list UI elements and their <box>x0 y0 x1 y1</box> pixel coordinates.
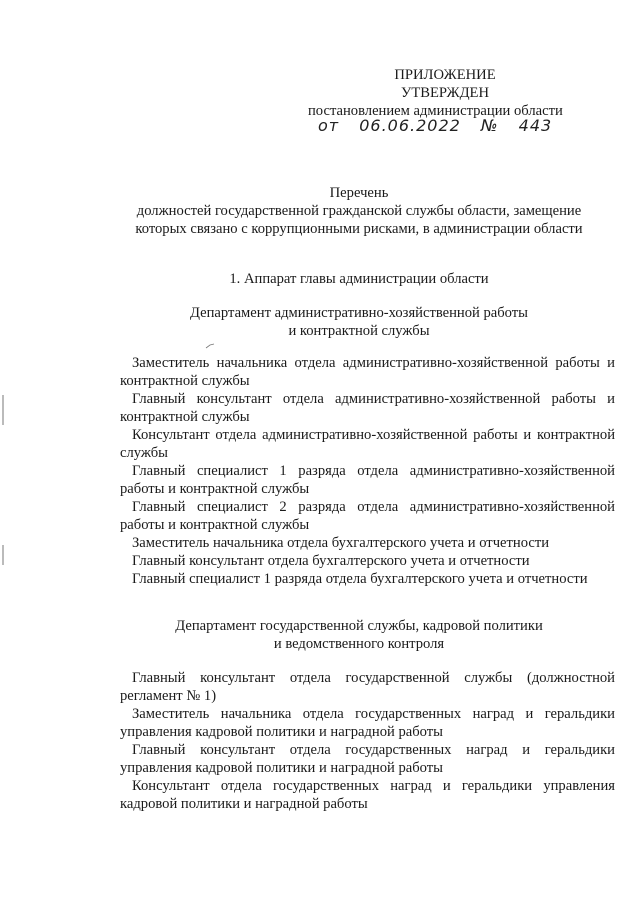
handwritten-date-number <box>318 117 578 141</box>
list-item: Главный консультант отдела государственной службы (должностной регламент № 1) <box>120 670 615 704</box>
department-2-line-1: Департамент государственной службы, кадровой политики <box>175 618 543 634</box>
list-item: Заместитель начальника отдела административно-хозяйственной работы и контрактной службы <box>120 355 615 389</box>
list-item: Главный специалист 2 разряда отдела административно-хозяйственной работы и контрактной службы <box>120 499 615 533</box>
scan-margin-mark <box>2 545 4 565</box>
list-item: Главный консультант отдела государственных наград и геральдики управления кадровой политики и наградной работы <box>120 742 615 776</box>
approval-heading: ПРИЛОЖЕНИЕ <box>394 67 496 83</box>
section-heading: 1. Аппарат главы администрации области <box>229 271 489 287</box>
department-2-positions <box>120 669 615 813</box>
handwritten-date-prefix: от <box>318 116 340 135</box>
department-2-line-2: и ведомственного контроля <box>273 636 445 652</box>
approval-decree: постановлением администрации области <box>308 103 563 119</box>
list-item: Главный специалист 1 разряда отдела бухгалтерского учета и отчетности <box>132 571 588 587</box>
document-title <box>100 184 618 238</box>
title-line-3: которых связано с коррупционными рисками, в администрации области <box>135 221 583 237</box>
list-item: Заместитель начальника отдела бухгалтерского учета и отчетности <box>132 535 550 551</box>
scan-margin-mark <box>2 395 4 425</box>
department-1-line-2: и контрактной службы <box>288 323 430 339</box>
approval-stamp-block <box>300 66 590 120</box>
handwritten-number-sign: № <box>480 116 499 135</box>
list-item: Заместитель начальника отдела государственных наград и геральдики управления кадровой политики и наградной работы <box>120 706 615 740</box>
title-line-1: Перечень <box>329 185 389 201</box>
department-1-positions <box>120 354 615 588</box>
department-heading-2 <box>100 617 618 653</box>
approval-status: УТВЕРЖДЕН <box>401 85 489 101</box>
handwritten-number: 443 <box>518 116 553 135</box>
pen-tick-icon <box>205 343 215 349</box>
list-item: Консультант отдела государственных наград и геральдики управления кадровой политики и наградной работы <box>120 778 615 812</box>
list-item: Консультант отдела административно-хозяйственной работы и контрактной службы <box>120 427 615 461</box>
list-item: Главный консультант отдела административно-хозяйственной работы и контрактной службы <box>120 391 615 425</box>
title-line-2: должностей государственной гражданской службы области, замещение <box>136 203 582 219</box>
list-item: Главный консультант отдела бухгалтерского учета и отчетности <box>132 553 530 569</box>
handwritten-date: 06.06.2022 <box>359 116 461 135</box>
list-item: Главный специалист 1 разряда отдела административно-хозяйственной работы и контрактной службы <box>120 463 615 497</box>
department-1-line-1: Департамент административно-хозяйственной работы <box>190 305 528 321</box>
department-heading-1 <box>100 304 618 340</box>
